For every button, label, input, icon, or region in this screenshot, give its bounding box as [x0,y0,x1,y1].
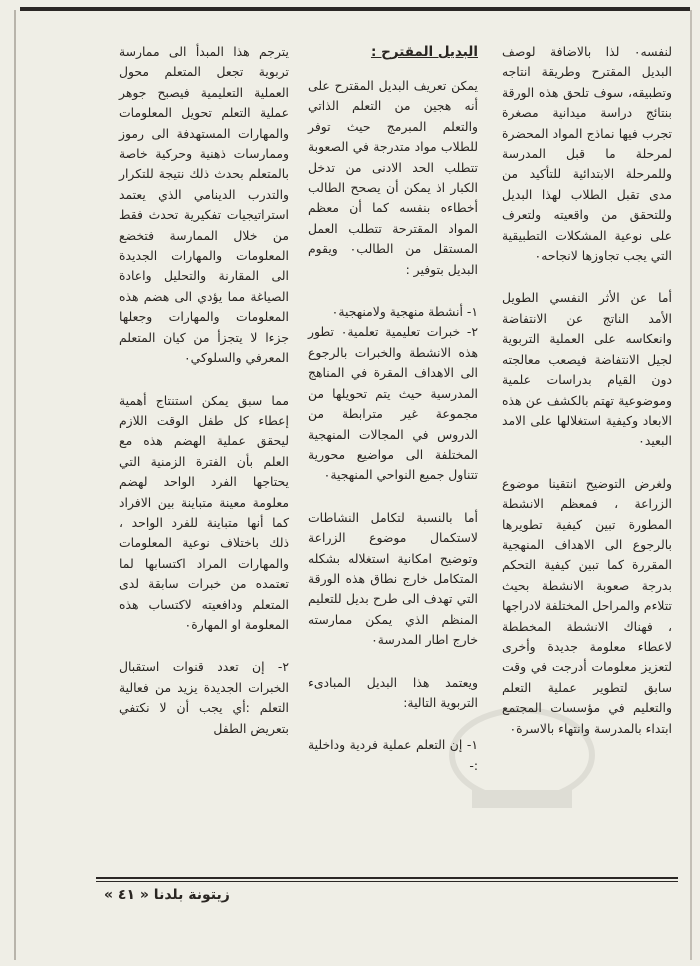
list-item: ١- أنشطة منهجية ولامنهجية٠ [331,304,478,320]
paragraph: يترجم هذا المبدأ الى ممارسة تربوية تجعل المتعلم محول العملية التعليمية فيصبح جوهر عملية التعلم تحويل المعلومات والمهارات المستهدفة الى رموز وممارسات ذهنية وحركية خاصة بالمتعلم بحدث ذلك نتيجة للتكرار والتدرب الدينامي الذي يعتمد استراتيجيات تفكيرية تحدث فقط من خلال الممارسة فتخضع المعلومات والمهارات الجديدة الى المقارنة والتحليل واعادة الصياغة مما يؤدي الى هضم هذه المعلومات والمهارات وجعلها جزءا لا يتجزأ من كيان المتعلم المعرفي والسلوكي٠ [119,44,289,366]
footer-title-page-number: زيتونة بلدنا « ٤١ » [104,887,230,903]
left-border [14,10,16,960]
paragraph: ولغرض التوضيح انتقينا موضوع الزراعة ، فمعظم الانشطة المطورة تبين كيفية تطويرها بالرجوع الى الاهداف المنهجية المقررة كما تبين كيفية التحكم بدرجة صعوبة الانشطة بحيث تتلاءم والمراحل المختلفة لادراجها ، فهناك الانشطة المخططة لاعطاء معلومة جديدة وأخرى لتعزيز معلومات أدرجت في وقت سابق لتطوير عملية التعلم والتعليم في مؤسسات المجتمع ابتداء بالمدرسة وانتهاء بالاسرة٠ [502,475,672,736]
paragraph: أما عن الأثر النفسي الطويل الأمد الناتج عن الانتفاضة وانعكاسه على العملية التربوية لجيل الانتفاضة فيصعب معالجته دون القيام بدراسات علمية وموضوعية تهتم بالكشف عن هذه الابعاد وكيفية استغلالها على الامد البعيد٠ [502,290,672,449]
top-border [20,7,690,11]
paragraph: مما سبق يمكن استنتاج أهمية إعطاء كل طفل الوقت اللازم ليحقق عملية الهضم هذه مع العلم بأن الفترة الزمنية التي يحتاجها الفرد الواحد لهضم معلومة معينة متباينة بين الافراد كما أنها متباينة للفرد الواحد ، ذلك باختلاف نوعية المعلومات والمهارات المراد اكتسابها لما تعتمده من خبرات سابقة لدى المتعلم ودافعيته لاكتساب هذه المعلومة او المهارة٠ [119,392,289,632]
section-heading: البديل المقترح : [370,44,478,60]
list-item: ٢- إن تعدد قنوات استقبال الخبرات الجديدة يزيد من فعالية التعلم :أي يجب أن لا نكتفي بتعريض الطفل [119,659,289,736]
paragraph: لنفسه٠ لذا بالاضافة لوصف البديل المقترح وطريقة انتاجه وتطبيقه، سوف تلحق هذه الورقة بنتائج دراسة ميدانية مصغرة تجرب فيها نماذج المواد المحضرة لمرحلة ما قبل المدرسة وللمرحلة الابتدائية للتأكيد من مدى تقبل الطلاب لهذا البديل وللتحقق من واقعيته ولتعرف على نوعية المشكلات التطبيقية التي يجب تجاوزها لانجاحه٠ [502,44,672,264]
paragraph: أما بالنسبة لتكامل النشاطات لاستكمال موضوع الزراعة وتوضيح امكانية استغلاله بشكله المتكامل خارج نطاق هذه الورقة التي تهدف الى طرح بديل للتعليم المنظم الذي يمكن ممارسته خارج اطار المدرسة٠ [308,509,478,648]
list-item: ٢- خبرات تعليمية تعلمية٠ تطور هذه الانشطة والخبرات بالرجوع الى الاهداف المقرة في المناهج المدرسية حيث يتم تحويلها من مجموعة غير مترابطة من الدروس في المجالات المنهجية المختلفة الى مواضيع محورية تتناول جميع النواحي المنهجية٠ [308,324,479,483]
text-column-right [502,42,672,761]
paragraph: ويعتمد هذا البديل المبادىء التربوية التالية: [308,674,478,710]
text-column-left [119,42,289,761]
footer-rule [96,877,678,879]
footer-rule [96,881,678,882]
paragraph: يمكن تعريف البديل المقترح على أنه هجين من التعلم الذاتي والتعلم المبرمج حيث توفر للطلاب مواد متدرجة في الصعوبة تتطلب الحد الادنى من تدخل الكبار اذ يمكن أن يصحح الطالب أخطاءه بنفسه كما أن معظم المواد المقترحة تتطلب العمل المستقل من الطالب٠ ويقوم البديل بتوفير : [308,78,479,277]
list-item: ١- إن التعلم عملية فردية وداخلية :- [308,737,478,773]
right-border [690,10,692,960]
text-column-middle [308,42,478,798]
